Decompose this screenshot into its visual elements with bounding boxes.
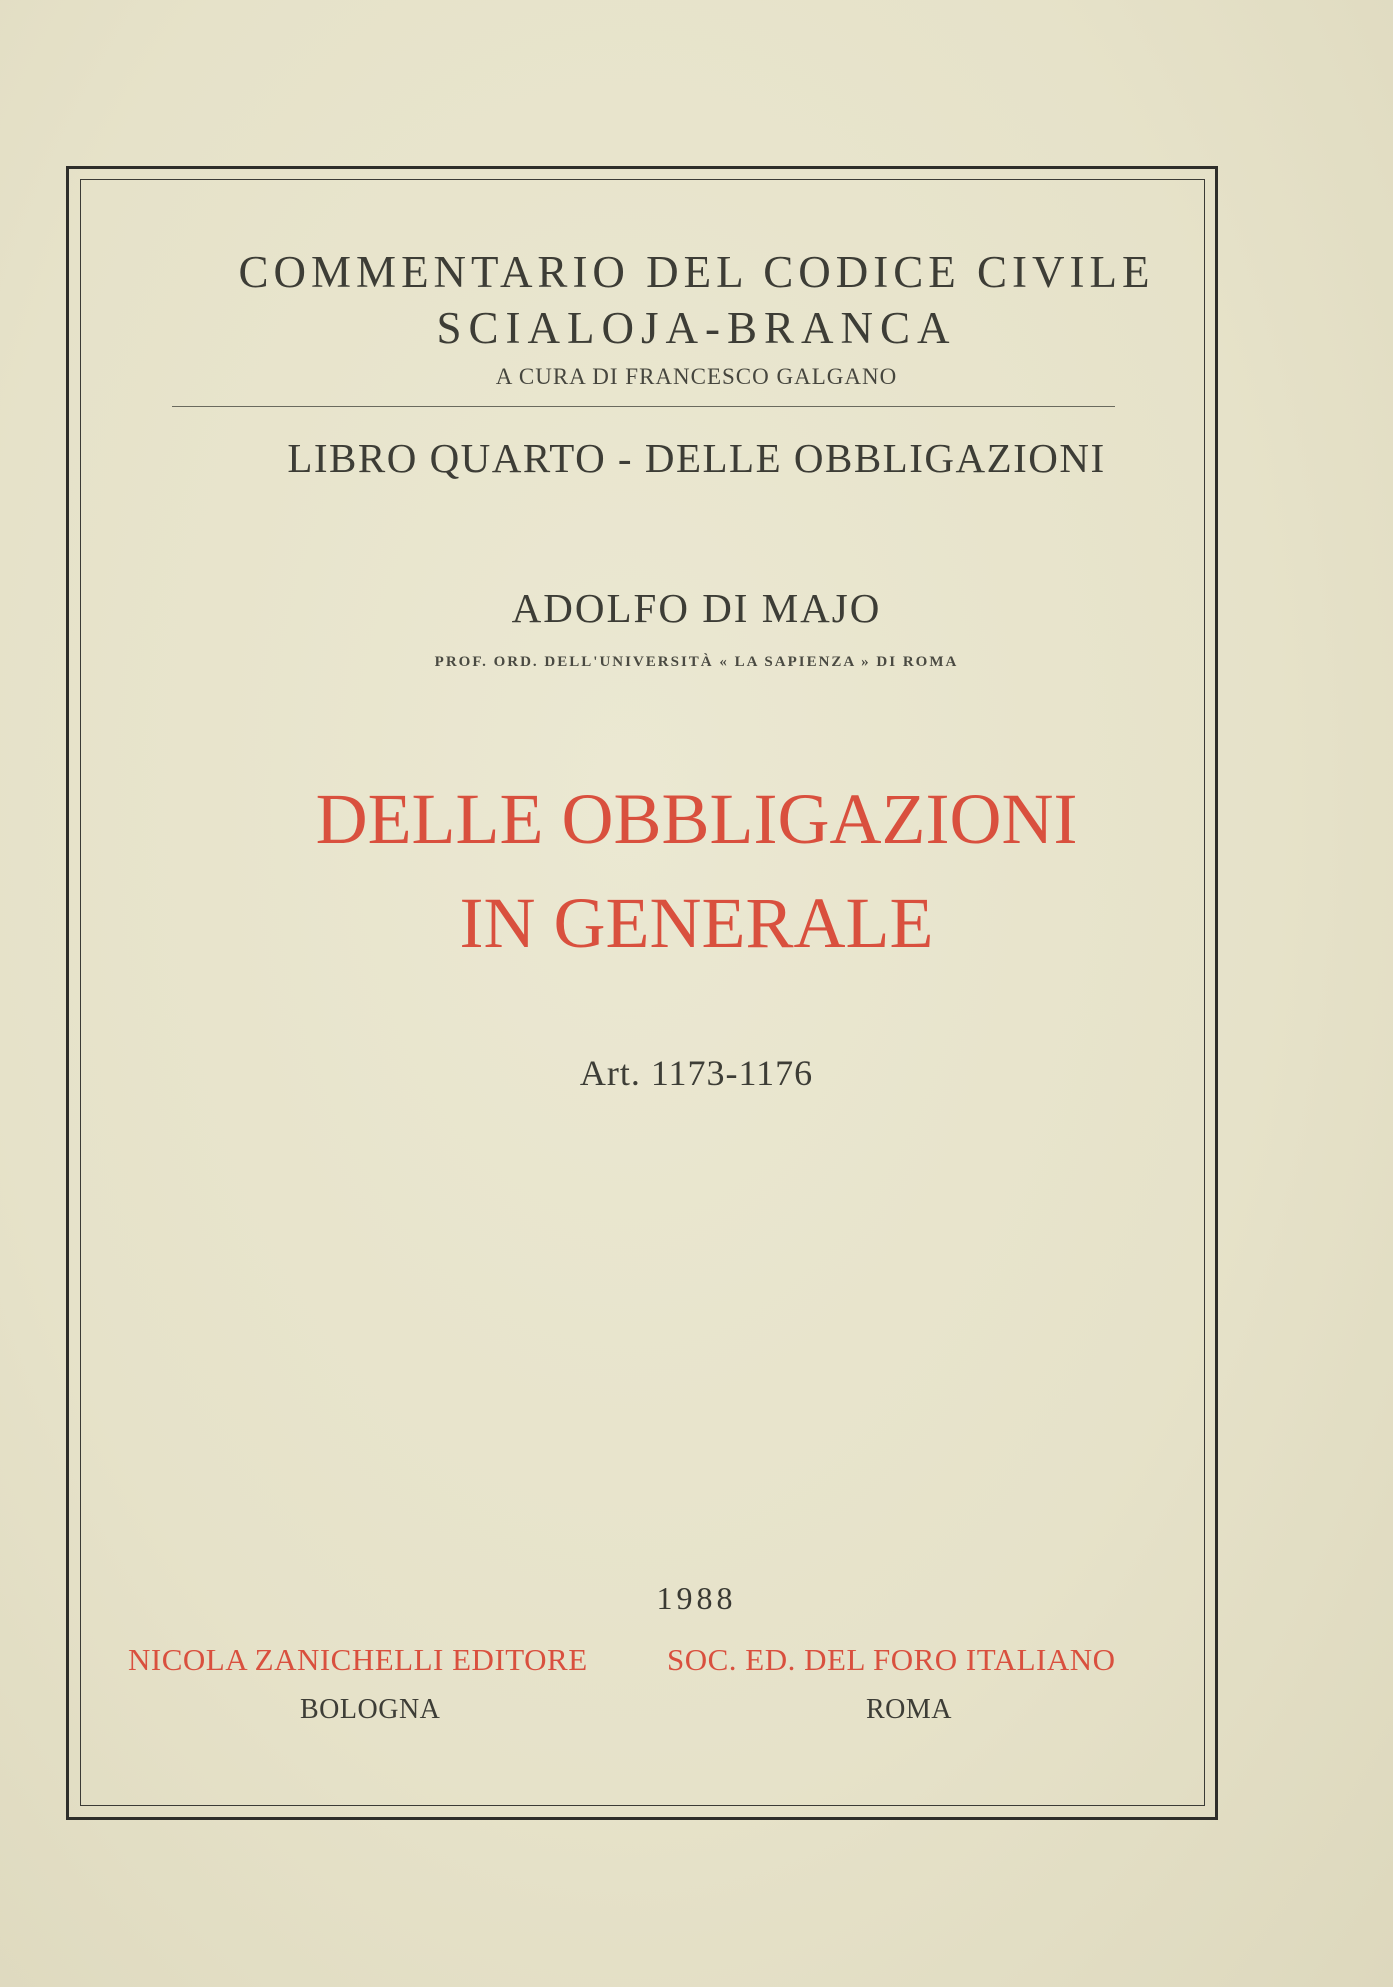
series-title-line-2: SCIALOJA-BRANCA — [436, 303, 957, 353]
book-heading: LIBRO QUARTO - DELLE OBBLIGAZIONI — [287, 435, 1106, 481]
publisher-right-city: ROMA — [866, 1694, 953, 1725]
publisher-right-name: SOC. ED. DEL FORO ITALIANO — [667, 1642, 1116, 1677]
publication-year: 1988 — [656, 1580, 737, 1616]
publisher-left-name: NICOLA ZANICHELLI EDITORE — [128, 1642, 588, 1677]
series-title-line-1: COMMENTARIO DEL CODICE CIVILE — [238, 247, 1155, 297]
series-curator: A CURA DI FRANCESCO GALGANO — [495, 364, 898, 389]
publisher-left-city: BOLOGNA — [300, 1694, 441, 1725]
author-affiliation: PROF. ORD. DELL'UNIVERSITÀ « LA SAPIENZA » DI ROMA — [434, 654, 959, 670]
author-name: ADOLFO DI MAJO — [511, 585, 882, 631]
inner-border-frame — [80, 179, 1205, 1806]
divider-rule — [172, 406, 1115, 407]
main-title-line-2: IN GENERALE — [459, 883, 934, 963]
main-title-line-1: DELLE OBBLIGAZIONI — [315, 779, 1078, 859]
articles-range: Art. 1173-1176 — [579, 1053, 814, 1093]
